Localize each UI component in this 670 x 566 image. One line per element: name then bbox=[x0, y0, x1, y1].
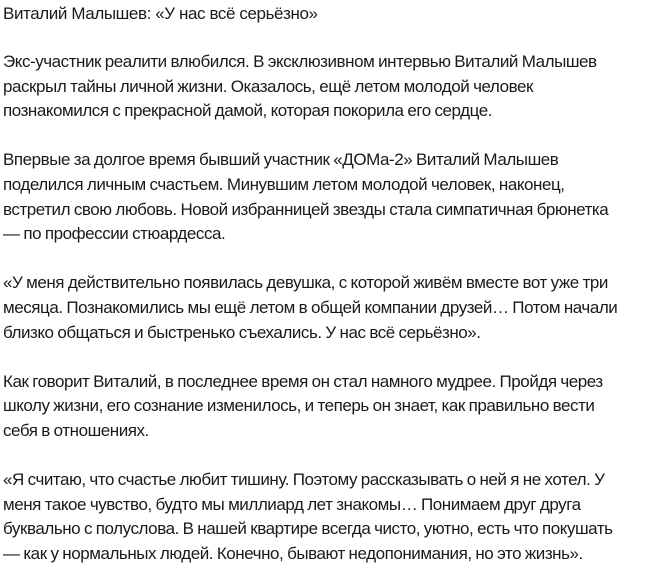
text-line: буквально с полуслова. В нашей квартире всегда чисто, уютно, есть что покушать bbox=[3, 519, 613, 539]
text-line: себя в отношениях. bbox=[3, 420, 149, 440]
text-line: школу жизни, его сознание изменилось, и теперь он знает, как правильно вести bbox=[3, 396, 595, 416]
text-line: месяца. Познакомились мы ещё летом в общей компании друзей… Потом начали bbox=[3, 297, 618, 317]
text-line: раскрыл тайны личной жизни. Оказалось, ещё летом молодой человек bbox=[3, 76, 533, 96]
paragraph-1 bbox=[3, 50, 670, 124]
text-line: «Я считаю, что счастье любит тишину. Поэтому рассказывать о ней я не хотел. У bbox=[3, 470, 605, 490]
article bbox=[0, 1, 670, 566]
text-line: — как у нормальных людей. Конечно, бывают недопонимания, но это жизнь». bbox=[3, 543, 583, 563]
paragraph-3-quote bbox=[3, 271, 670, 345]
article-title: Виталий Малышев: «У нас всё серьёзно» bbox=[3, 4, 318, 23]
paragraph-2 bbox=[3, 148, 670, 246]
text-line: поделился личным счастьем. Минувшим летом молодой человек, наконец, bbox=[3, 174, 565, 194]
text-line: Впервые за долгое время бывший участник «ДОМа-2» Виталий Малышев bbox=[3, 150, 559, 170]
text-line: «У меня действительно появилась девушка, с которой живём вместе вот уже три bbox=[3, 273, 608, 293]
text-line: Экс-участник реалити влюбился. В эксклюзивном интервью Виталий Малышев bbox=[3, 52, 597, 71]
text-line: — по профессии стюардесса. bbox=[3, 224, 226, 244]
text-line: меня такое чувство, будто мы миллиард лет знакомы… Понимаем друг друга bbox=[3, 494, 581, 514]
text-line: встретил свою любовь. Новой избранницей звезды стала симпатичная брюнетка bbox=[3, 199, 609, 219]
text-line: познакомился с прекрасной дамой, которая покорила его сердце. bbox=[3, 101, 492, 121]
paragraph-4 bbox=[3, 370, 670, 444]
text-line: близко общаться и быстренько съехались. У нас всё серьёзно». bbox=[3, 322, 481, 342]
paragraph-5-quote bbox=[3, 468, 670, 566]
text-line: Как говорит Виталий, в последнее время он стал намного мудрее. Пройдя через bbox=[3, 371, 603, 391]
